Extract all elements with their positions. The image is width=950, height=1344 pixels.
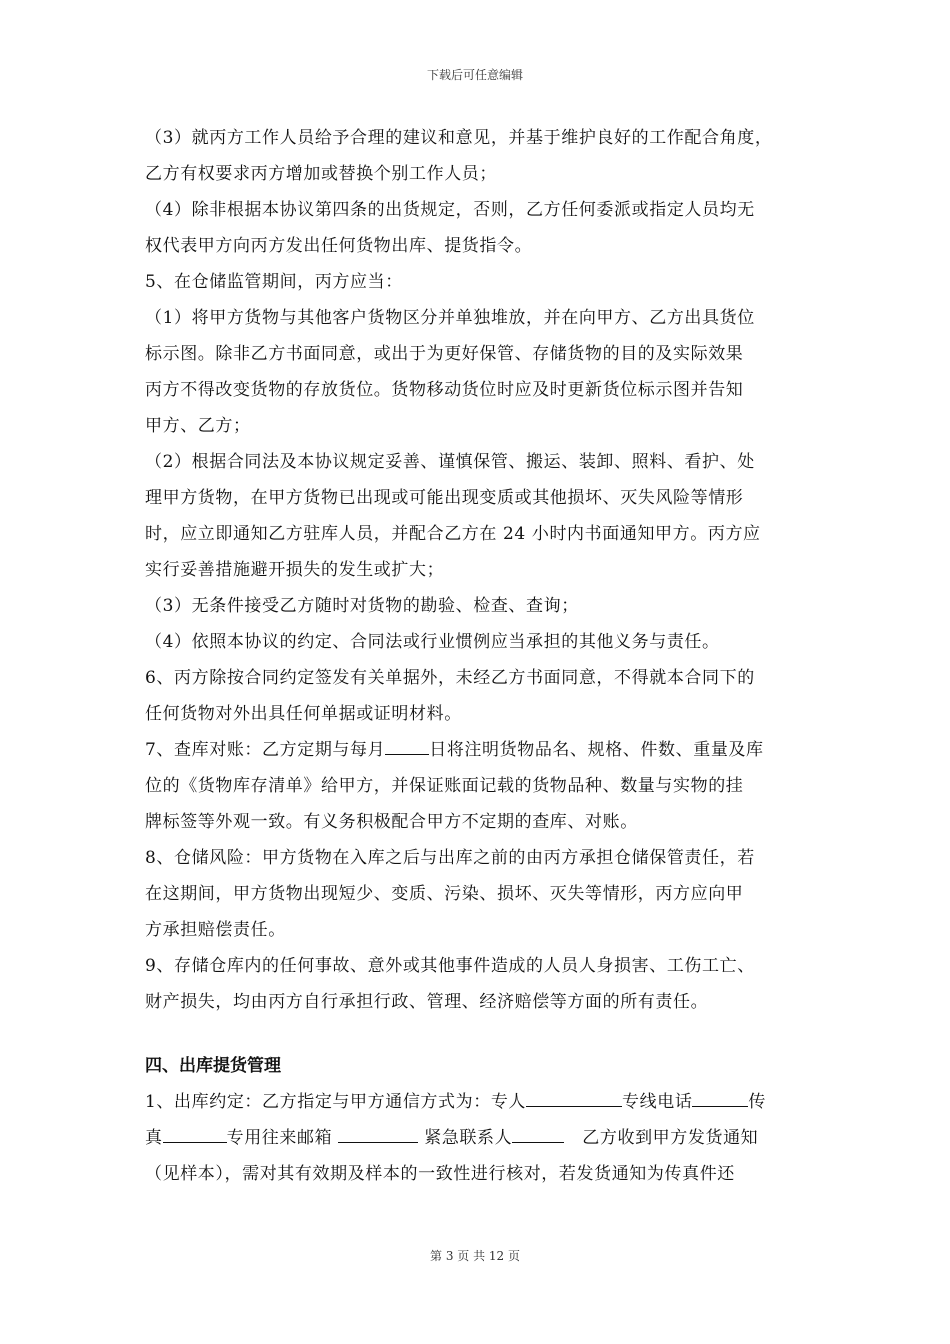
text-segment: 乙方收到甲方发货通知 xyxy=(582,1128,759,1148)
section-heading: 四、出库提货管理 xyxy=(145,1056,281,1076)
paragraph-line: 在这期间，甲方货物出现短少、变质、污染、损坏、灭失等情形，丙方应向甲 xyxy=(145,884,744,904)
paragraph-line: 理甲方货物，在甲方货物已出现或可能出现变质或其他损坏、灭失风险等情形 xyxy=(145,488,744,508)
fill-blank-phone[interactable] xyxy=(692,1084,748,1107)
fill-blank-contact-person[interactable] xyxy=(526,1084,622,1107)
paragraph-line: 8、仓储风险：甲方货物在入库之后与出库之前的由丙方承担仓储保管责任，若 xyxy=(145,848,755,868)
page-footer: 第 3 页 共 12 页 xyxy=(430,1249,520,1263)
paragraph-line: 丙方不得改变货物的存放货位。货物移动货位时应及时更新货位标示图并告知 xyxy=(145,380,744,400)
paragraph-line: （见样本），需对其有效期及样本的一致性进行核对，若发货通知为传真件还 xyxy=(145,1164,735,1184)
text-segment: 传 xyxy=(748,1092,767,1112)
paragraph-line: （4）除非根据本协议第四条的出货规定，否则，乙方任何委派或指定人员均无 xyxy=(145,200,755,220)
text-segment: 紧急联系人 xyxy=(424,1128,513,1148)
paragraph-line: 方承担赔偿责任。 xyxy=(145,920,286,940)
paragraph-line: 实行妥善措施避开损失的发生或扩大； xyxy=(145,560,445,580)
paragraph-line: 财产损失，均由丙方自行承担行政、管理、经济赔偿等方面的所有责任。 xyxy=(145,992,709,1012)
text-segment: 真 xyxy=(145,1128,163,1148)
paragraph-line-contact xyxy=(145,1120,810,1156)
paragraph-line: （4）依照本协议的约定、合同法或行业惯例应当承担的其他义务与责任。 xyxy=(145,632,720,652)
text-segment: 1、出库约定：乙方指定与甲方通信方式为：专人 xyxy=(145,1092,527,1112)
paragraph-line: 标示图。除非乙方书面同意，或出于为更好保管、存储货物的目的及实际效果 xyxy=(145,344,744,364)
paragraph-line: 乙方有权要求丙方增加或替换个别工作人员； xyxy=(145,164,497,184)
text-segment: 7、查库对账：乙方定期与每月 xyxy=(145,740,386,760)
fill-blank-emergency-contact[interactable] xyxy=(512,1120,564,1143)
paragraph-line-contact xyxy=(145,1084,810,1120)
paragraph-line: （1）将甲方货物与其他客户货物区分并单独堆放，并在向甲方、乙方出具货位 xyxy=(145,308,755,328)
section-spacer xyxy=(145,1020,810,1048)
paragraph-line: 5、在仓储监管期间，丙方应当： xyxy=(145,272,403,292)
paragraph-line: 6、丙方除按合同约定签发有关单据外，未经乙方书面同意，不得就本合同下的 xyxy=(145,668,755,688)
fill-blank-email[interactable] xyxy=(338,1120,418,1143)
paragraph-line: （2）根据合同法及本协议规定妥善、谨慎保管、搬运、装卸、照料、看护、处 xyxy=(145,452,755,472)
fill-blank-day[interactable] xyxy=(385,732,429,755)
text-segment: 专线电话 xyxy=(622,1092,693,1112)
text-segment: 日将注明货物品名、规格、件数、重量及库 xyxy=(429,740,764,760)
paragraph-line: （3）无条件接受乙方随时对货物的勘验、检查、查询； xyxy=(145,596,579,616)
paragraph-line: 甲方、乙方； xyxy=(145,416,251,436)
fill-blank-fax[interactable] xyxy=(163,1120,227,1143)
paragraph-line: 时，应立即通知乙方驻库人员，并配合乙方在 24 小时内书面通知甲方。丙方应 xyxy=(145,524,761,544)
paragraph-line: 任何货物对外出具任何单据或证明材料。 xyxy=(145,704,462,724)
document-body xyxy=(145,120,810,1192)
paragraph-line-inventory-check xyxy=(145,732,810,768)
paragraph-line: 权代表甲方向丙方发出任何货物出库、提货指令。 xyxy=(145,236,533,256)
page-header: 下载后可任意编辑 xyxy=(426,68,523,82)
paragraph-line: 牌标签等外观一致。有义务积极配合甲方不定期的查库、对账。 xyxy=(145,812,638,832)
paragraph-line: 9、存储仓库内的任何事故、意外或其他事件造成的人员人身损害、工伤工亡、 xyxy=(145,956,755,976)
text-segment: 专用往来邮箱 xyxy=(226,1128,333,1148)
paragraph-line: （3）就丙方工作人员给予合理的建议和意见，并基于维护良好的工作配合角度， xyxy=(145,128,773,148)
paragraph-line: 位的《货物库存清单》给甲方，并保证账面记载的货物品种、数量与实物的挂 xyxy=(145,776,744,796)
